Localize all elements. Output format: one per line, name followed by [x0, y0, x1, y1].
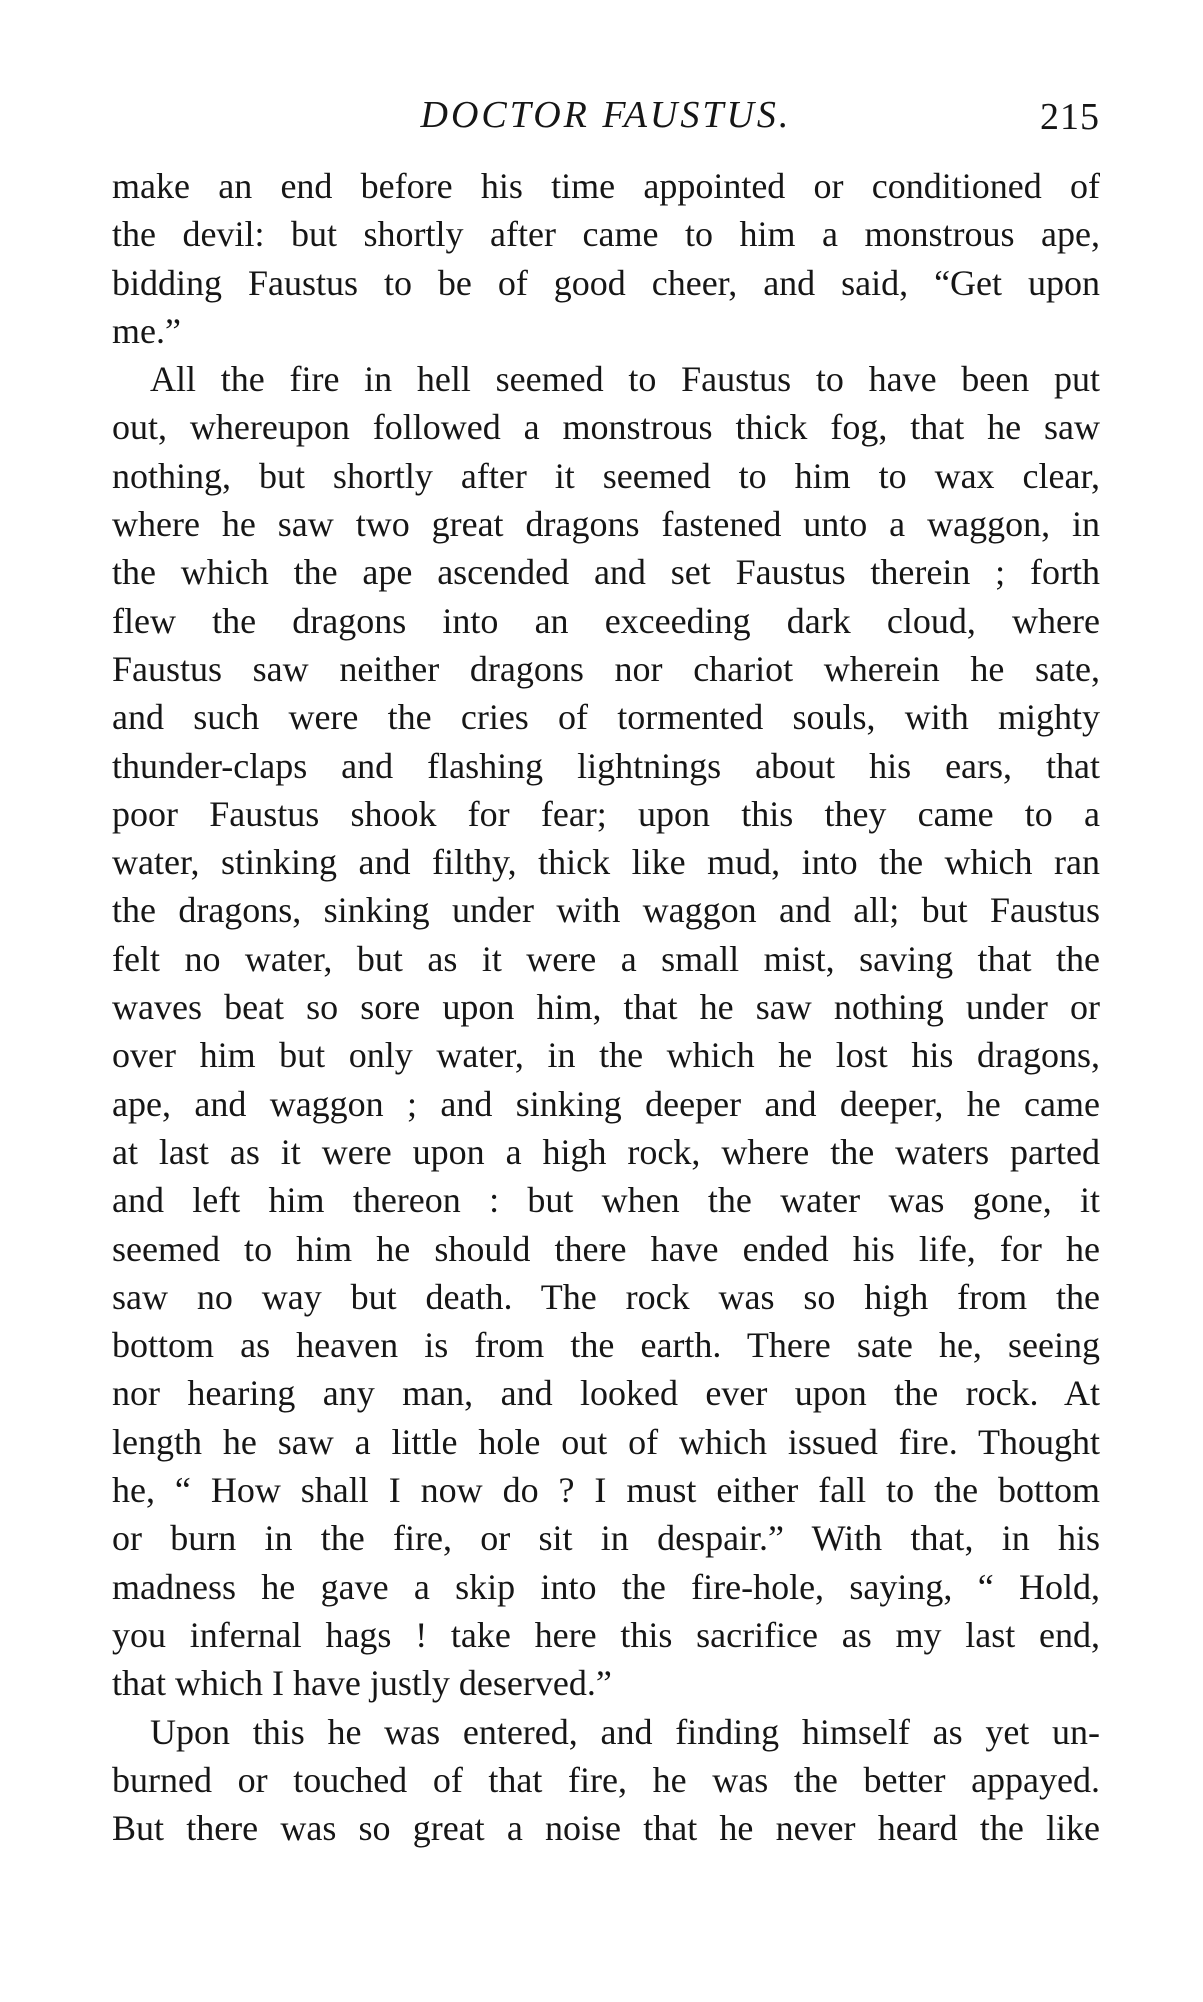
- text-line: All the fire in hell seemed to Faustus to have been put: [150, 359, 1100, 400]
- text-line: waves beat so sore upon him, that he saw nothing under or: [112, 987, 1100, 1028]
- paragraph: [112, 162, 1100, 355]
- text-line: felt no water, but as it were a small mist, saving that the: [112, 938, 1100, 979]
- paragraph: [112, 1708, 1100, 1853]
- paragraph: [112, 355, 1100, 1707]
- text-line: or burn in the fire, or sit in despair.” With that, in his: [112, 1518, 1100, 1559]
- text-line: water, stinking and filthy, thick like mud, into the which ran: [112, 842, 1100, 883]
- text-line: you infernal hags ! take here this sacrifice as my last end,: [112, 1614, 1100, 1655]
- page-number: 215: [1040, 96, 1100, 138]
- running-head: [112, 90, 1100, 150]
- text-line: Faustus saw neither dragons nor chariot wherein he sate,: [112, 648, 1100, 689]
- text-line: flew the dragons into an exceeding dark cloud, where: [112, 600, 1100, 641]
- text-line: ape, and waggon ; and sinking deeper and deeper, he came: [112, 1083, 1100, 1124]
- text-line: the devil: but shortly after came to him a monstrous ape,: [112, 214, 1100, 255]
- text-line: madness he gave a skip into the fire-hole, saying, “ Hold,: [112, 1566, 1100, 1607]
- text-line: Upon this he was entered, and finding himself as yet un-: [150, 1711, 1100, 1752]
- text-line: saw no way but death. The rock was so high from the: [112, 1276, 1100, 1317]
- text-line: But there was so great a noise that he never heard the like: [112, 1808, 1100, 1849]
- text-line: nothing, but shortly after it seemed to him to wax clear,: [112, 455, 1100, 496]
- text-line: make an end before his time appointed or conditioned of: [112, 166, 1100, 206]
- text-line: where he saw two great dragons fastened unto a waggon, in: [112, 504, 1100, 545]
- text-line: bottom as heaven is from the earth. There sate he, seeing: [112, 1325, 1100, 1366]
- text-line: out, whereupon followed a monstrous thick fog, that he saw: [112, 407, 1100, 448]
- text-line: length he saw a little hole out of which issued fire. Thought: [112, 1421, 1100, 1462]
- text-line: that which I have justly deserved.”: [112, 1663, 612, 1704]
- text-line: he, “ How shall I now do ? I must either fall to the bottom: [112, 1470, 1100, 1511]
- text-line: burned or touched of that fire, he was the better appayed.: [112, 1759, 1100, 1800]
- text-line: bidding Faustus to be of good cheer, and said, “Get upon: [112, 262, 1100, 303]
- text-line: and such were the cries of tormented souls, with mighty: [112, 697, 1100, 738]
- text-line: me.”: [112, 310, 181, 351]
- text-line: over him but only water, in the which he lost his dragons,: [112, 1035, 1100, 1076]
- text-line: at last as it were upon a high rock, where the waters parted: [112, 1131, 1100, 1172]
- text-line: thunder-claps and flashing lightnings about his ears, that: [112, 745, 1100, 786]
- text-line: and left him thereon : but when the water was gone, it: [112, 1180, 1100, 1221]
- text-line: the which the ape ascended and set Faustus therein ; forth: [112, 552, 1100, 593]
- text-line: poor Faustus shook for fear; upon this they came to a: [112, 793, 1100, 834]
- text-line: the dragons, sinking under with waggon and all; but Faustus: [112, 890, 1100, 931]
- text-line: nor hearing any man, and looked ever upon the rock. At: [112, 1373, 1100, 1414]
- running-title: DOCTOR FAUSTUS.: [420, 94, 792, 136]
- body-text: [112, 162, 1100, 1852]
- text-line: seemed to him he should there have ended his life, for he: [112, 1228, 1100, 1269]
